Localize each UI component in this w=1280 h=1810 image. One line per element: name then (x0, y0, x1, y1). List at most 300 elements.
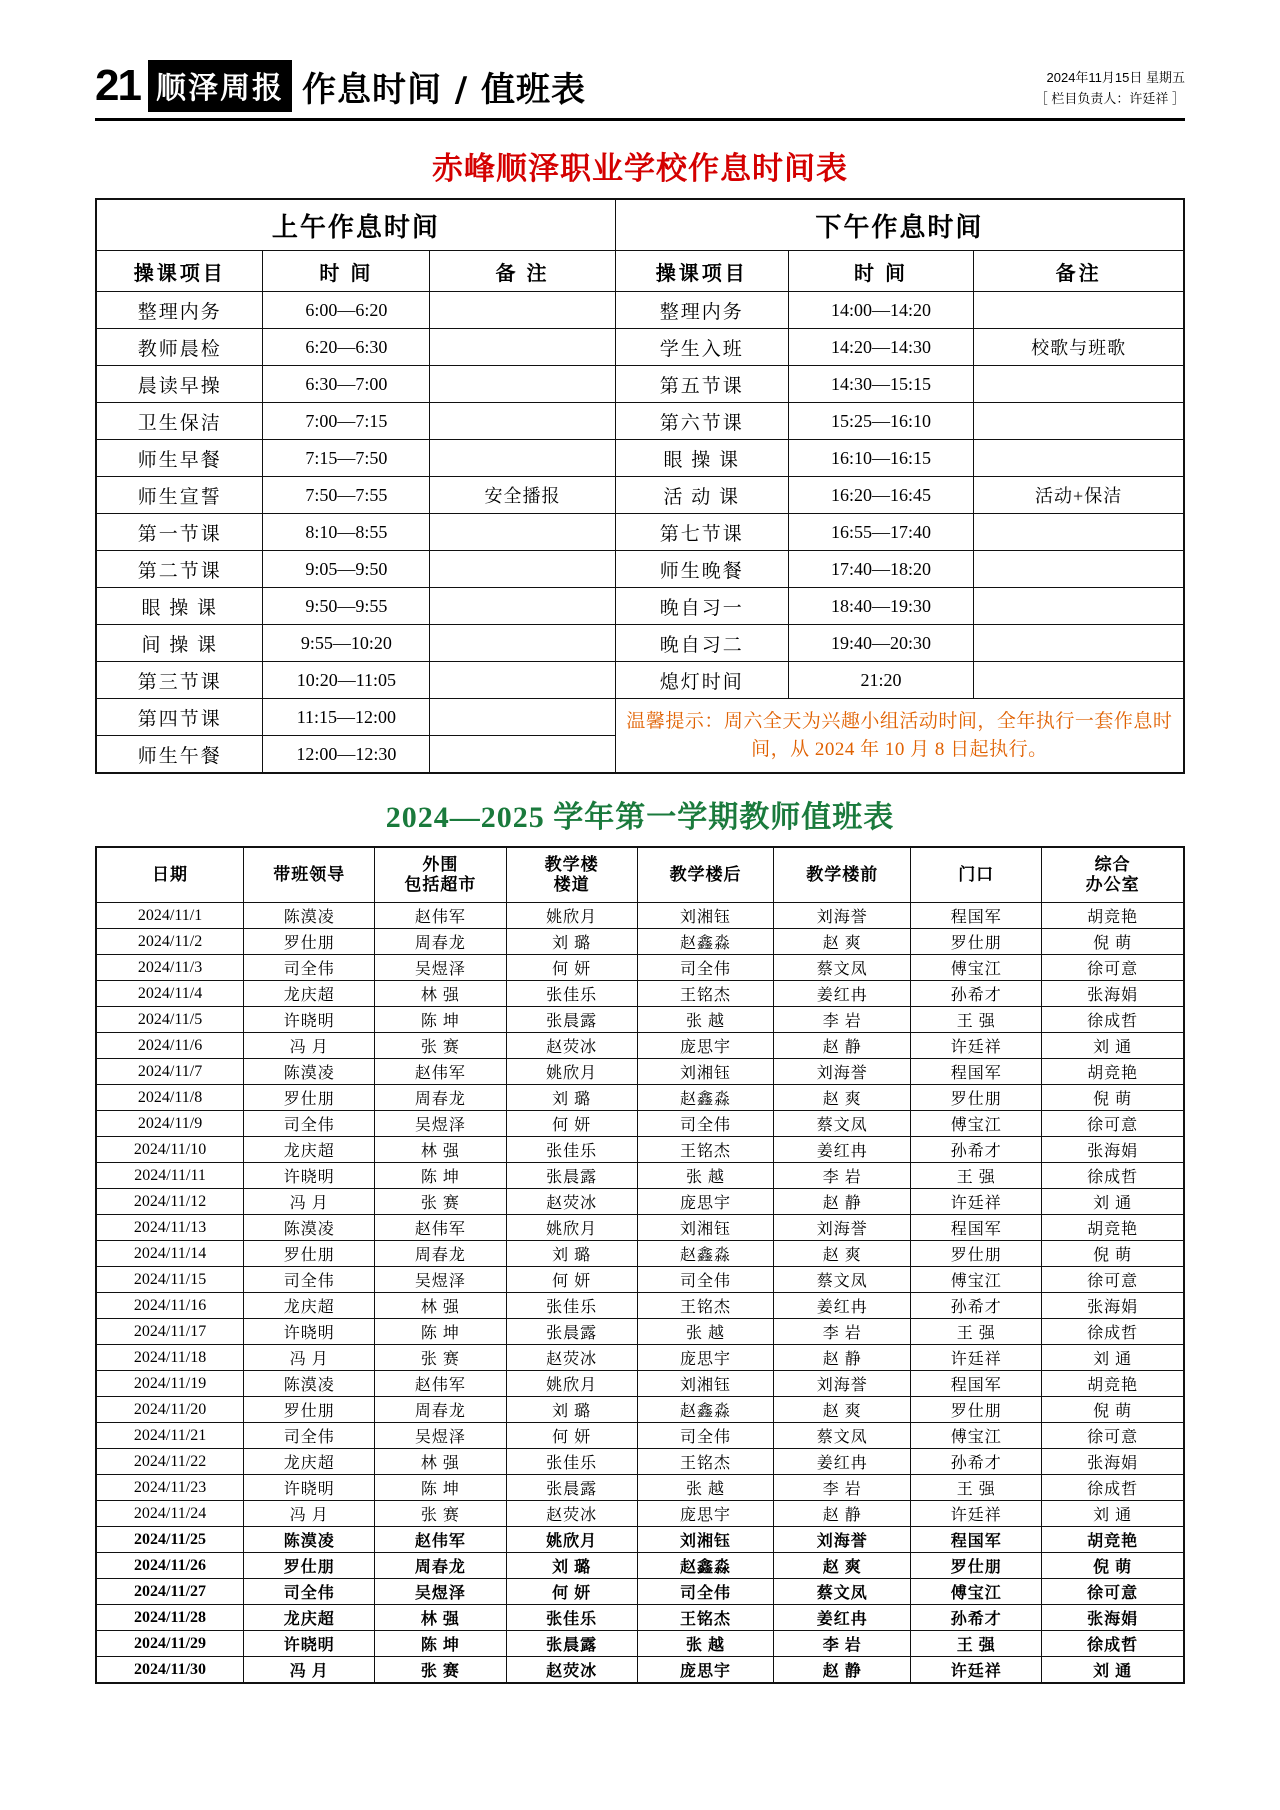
duty-cell: 赵 爽 (774, 1241, 911, 1267)
duty-date: 2024/11/30 (96, 1657, 244, 1684)
duty-cell: 周春龙 (375, 1553, 506, 1579)
schedule-am-note (430, 699, 615, 736)
duty-row (96, 1371, 1184, 1397)
duty-cell: 龙庆超 (244, 1293, 375, 1319)
schedule-am-note (430, 662, 615, 699)
schedule-am-item: 师生早餐 (96, 440, 263, 477)
duty-cell: 赵伟军 (375, 1527, 506, 1553)
duty-cell: 傅宝江 (911, 1111, 1042, 1137)
duty-cell: 许晓明 (244, 1475, 375, 1501)
schedule-row (96, 403, 1184, 440)
duty-date: 2024/11/29 (96, 1631, 244, 1657)
duty-cell: 许晓明 (244, 1319, 375, 1345)
duty-cell: 赵 爽 (774, 1553, 911, 1579)
schedule-am-note (430, 366, 615, 403)
duty-cell: 张 赛 (375, 1189, 506, 1215)
duty-cell: 张佳乐 (506, 1137, 637, 1163)
duty-cell: 冯 月 (244, 1033, 375, 1059)
schedule-pm-item: 晚自习一 (615, 588, 788, 625)
duty-row (96, 1657, 1184, 1684)
duty-cell: 刘 通 (1042, 1033, 1184, 1059)
duty-cell: 刘海誉 (774, 1059, 911, 1085)
duty-cell: 吴煜泽 (375, 1423, 506, 1449)
schedule-pm-item: 第五节课 (615, 366, 788, 403)
duty-cell: 孙希才 (911, 1605, 1042, 1631)
duty-cell: 许廷祥 (911, 1345, 1042, 1371)
schedule-am-time: 9:05—9:50 (263, 551, 430, 588)
schedule-row (96, 551, 1184, 588)
schedule-pm-item: 第七节课 (615, 514, 788, 551)
duty-col-header-5: 教学楼前 (774, 847, 911, 903)
duty-row (96, 981, 1184, 1007)
duty-cell: 龙庆超 (244, 1605, 375, 1631)
schedule-pm-time: 18:40—19:30 (788, 588, 973, 625)
duty-cell: 刘海誉 (774, 1527, 911, 1553)
schedule-am-time: 11:15—12:00 (263, 699, 430, 736)
duty-date: 2024/11/23 (96, 1475, 244, 1501)
duty-cell: 张 赛 (375, 1345, 506, 1371)
duty-cell: 庞思宇 (637, 1033, 774, 1059)
duty-cell: 赵伟军 (375, 903, 506, 929)
duty-date: 2024/11/7 (96, 1059, 244, 1085)
duty-cell: 张 赛 (375, 1033, 506, 1059)
duty-row (96, 1059, 1184, 1085)
schedule-am-time: 6:30—7:00 (263, 366, 430, 403)
schedule-col-header-4: 时 间 (788, 251, 973, 292)
duty-cell: 何 妍 (506, 955, 637, 981)
schedule-pm-time: 16:55—17:40 (788, 514, 973, 551)
duty-cell: 王 强 (911, 1631, 1042, 1657)
schedule-col-header-3: 操课项目 (615, 251, 788, 292)
duty-cell: 张佳乐 (506, 1449, 637, 1475)
duty-cell: 程国军 (911, 903, 1042, 929)
duty-cell: 刘湘钰 (637, 1527, 774, 1553)
duty-cell: 张海娟 (1042, 981, 1184, 1007)
duty-cell: 赵鑫淼 (637, 1397, 774, 1423)
schedule-am-item: 整理内务 (96, 292, 263, 329)
duty-cell: 吴煜泽 (375, 1579, 506, 1605)
duty-cell: 罗仕朋 (911, 1241, 1042, 1267)
duty-cell: 何 妍 (506, 1267, 637, 1293)
schedule-pm-note (974, 514, 1184, 551)
duty-cell: 张晨露 (506, 1319, 637, 1345)
duty-row (96, 903, 1184, 929)
duty-date: 2024/11/12 (96, 1189, 244, 1215)
duty-cell: 孙希才 (911, 1137, 1042, 1163)
duty-cell: 孙希才 (911, 1449, 1042, 1475)
duty-row (96, 1007, 1184, 1033)
schedule-pm-note (974, 366, 1184, 403)
schedule-am-time: 6:00—6:20 (263, 292, 430, 329)
schedule-pm-note (974, 440, 1184, 477)
schedule-row (96, 514, 1184, 551)
duty-row (96, 1085, 1184, 1111)
duty-cell: 张海娟 (1042, 1137, 1184, 1163)
duty-cell: 何 妍 (506, 1579, 637, 1605)
page-number: 21 (95, 61, 140, 110)
duty-col-header-3: 教学楼 楼道 (506, 847, 637, 903)
duty-cell: 司全伟 (244, 1579, 375, 1605)
duty-cell: 王铭杰 (637, 1137, 774, 1163)
duty-cell: 张晨露 (506, 1163, 637, 1189)
duty-cell: 许廷祥 (911, 1501, 1042, 1527)
duty-cell: 赵伟军 (375, 1059, 506, 1085)
duty-cell: 罗仕朋 (244, 929, 375, 955)
duty-cell: 刘湘钰 (637, 903, 774, 929)
duty-cell: 张晨露 (506, 1007, 637, 1033)
masthead (95, 60, 1185, 121)
schedule-group-pm: 下午作息时间 (615, 199, 1184, 251)
duty-cell: 何 妍 (506, 1111, 637, 1137)
section-editor: ［ 栏目负责人：许廷祥 ］ (1034, 90, 1185, 106)
duty-row (96, 1501, 1184, 1527)
duty-cell: 张 越 (637, 1475, 774, 1501)
duty-date: 2024/11/8 (96, 1085, 244, 1111)
duty-header-row (96, 847, 1184, 903)
duty-cell: 徐可意 (1042, 1579, 1184, 1605)
duty-cell: 庞思宇 (637, 1189, 774, 1215)
duty-cell: 蔡文凤 (774, 1111, 911, 1137)
duty-cell: 倪 萌 (1042, 1241, 1184, 1267)
duty-cell: 刘 璐 (506, 1085, 637, 1111)
duty-cell: 刘 璐 (506, 1241, 637, 1267)
schedule-pm-note (974, 403, 1184, 440)
duty-cell: 司全伟 (244, 955, 375, 981)
duty-cell: 赵鑫淼 (637, 1241, 774, 1267)
schedule-am-time: 9:55—10:20 (263, 625, 430, 662)
duty-col-header-2: 外围 包括超市 (375, 847, 506, 903)
duty-cell: 徐可意 (1042, 955, 1184, 981)
masthead-left (95, 60, 586, 112)
duty-cell: 刘 通 (1042, 1345, 1184, 1371)
schedule-group-am: 上午作息时间 (96, 199, 615, 251)
schedule-pm-time: 16:20—16:45 (788, 477, 973, 514)
schedule-am-item: 师生午餐 (96, 736, 263, 774)
duty-cell: 程国军 (911, 1059, 1042, 1085)
duty-date: 2024/11/13 (96, 1215, 244, 1241)
schedule-am-note (430, 292, 615, 329)
duty-cell: 姜红冉 (774, 1293, 911, 1319)
duty-cell: 张 越 (637, 1163, 774, 1189)
duty-cell: 倪 萌 (1042, 929, 1184, 955)
paper-name: 顺泽周报 (148, 60, 292, 112)
duty-date: 2024/11/1 (96, 903, 244, 929)
duty-row (96, 955, 1184, 981)
duty-row (96, 1319, 1184, 1345)
duty-cell: 罗仕朋 (911, 929, 1042, 955)
duty-cell: 胡竞艳 (1042, 1059, 1184, 1085)
duty-table (95, 846, 1185, 1684)
schedule-pm-item: 活 动 课 (615, 477, 788, 514)
duty-date: 2024/11/20 (96, 1397, 244, 1423)
duty-cell: 赵荧冰 (506, 1657, 637, 1684)
duty-cell: 倪 萌 (1042, 1085, 1184, 1111)
duty-cell: 赵 爽 (774, 1085, 911, 1111)
duty-cell: 孙希才 (911, 1293, 1042, 1319)
duty-cell: 吴煜泽 (375, 1267, 506, 1293)
schedule-pm-note: 活动+保洁 (974, 477, 1184, 514)
duty-col-header-1: 带班领导 (244, 847, 375, 903)
duty-cell: 许晓明 (244, 1007, 375, 1033)
schedule-am-note (430, 625, 615, 662)
schedule-am-item: 第三节课 (96, 662, 263, 699)
schedule-am-time: 7:15—7:50 (263, 440, 430, 477)
duty-row (96, 1293, 1184, 1319)
duty-cell: 林 强 (375, 981, 506, 1007)
duty-cell: 刘海誉 (774, 1371, 911, 1397)
schedule-pm-note: 校歌与班歌 (974, 329, 1184, 366)
duty-cell: 赵荧冰 (506, 1033, 637, 1059)
duty-cell: 张 赛 (375, 1501, 506, 1527)
schedule-title: 赤峰顺泽职业学校作息时间表 (432, 151, 848, 186)
duty-cell: 刘海誉 (774, 1215, 911, 1241)
duty-cell: 姜红冉 (774, 1449, 911, 1475)
duty-cell: 王铭杰 (637, 1449, 774, 1475)
duty-cell: 张 越 (637, 1319, 774, 1345)
duty-cell: 罗仕朋 (911, 1085, 1042, 1111)
schedule-pm-item: 晚自习二 (615, 625, 788, 662)
schedule-am-time: 7:50—7:55 (263, 477, 430, 514)
duty-cell: 陈漠凌 (244, 1371, 375, 1397)
duty-cell: 陈 坤 (375, 1007, 506, 1033)
duty-cell: 罗仕朋 (911, 1553, 1042, 1579)
duty-date: 2024/11/16 (96, 1293, 244, 1319)
schedule-am-item: 第一节课 (96, 514, 263, 551)
schedule-am-note (430, 329, 615, 366)
duty-cell: 蔡文凤 (774, 1423, 911, 1449)
duty-cell: 程国军 (911, 1215, 1042, 1241)
duty-cell: 王铭杰 (637, 1605, 774, 1631)
schedule-am-item: 师生宣誓 (96, 477, 263, 514)
duty-cell: 傅宝江 (911, 955, 1042, 981)
duty-cell: 许晓明 (244, 1631, 375, 1657)
duty-cell: 赵 爽 (774, 929, 911, 955)
duty-cell: 张 越 (637, 1631, 774, 1657)
duty-cell: 孙希才 (911, 981, 1042, 1007)
issue-date: 2024年11月15日 星期五 (1046, 70, 1185, 85)
duty-cell: 姚欣月 (506, 1059, 637, 1085)
duty-cell: 刘湘钰 (637, 1059, 774, 1085)
schedule-pm-time: 14:00—14:20 (788, 292, 973, 329)
duty-cell: 赵 静 (774, 1501, 911, 1527)
schedule-pm-note (974, 292, 1184, 329)
duty-date: 2024/11/21 (96, 1423, 244, 1449)
schedule-row (96, 588, 1184, 625)
duty-cell: 王铭杰 (637, 1293, 774, 1319)
duty-cell: 冯 月 (244, 1501, 375, 1527)
duty-cell: 张佳乐 (506, 1293, 637, 1319)
duty-cell: 徐成哲 (1042, 1475, 1184, 1501)
duty-col-header-4: 教学楼后 (637, 847, 774, 903)
duty-cell: 倪 萌 (1042, 1397, 1184, 1423)
duty-cell: 罗仕朋 (244, 1241, 375, 1267)
schedule-pm-time: 14:30—15:15 (788, 366, 973, 403)
duty-cell: 刘 通 (1042, 1657, 1184, 1684)
duty-cell: 冯 月 (244, 1189, 375, 1215)
duty-cell: 傅宝江 (911, 1267, 1042, 1293)
duty-col-header-6: 门口 (911, 847, 1042, 903)
duty-cell: 庞思宇 (637, 1657, 774, 1684)
schedule-am-item: 眼 操 课 (96, 588, 263, 625)
schedule-pm-item: 眼 操 课 (615, 440, 788, 477)
duty-cell: 司全伟 (637, 1579, 774, 1605)
duty-date: 2024/11/2 (96, 929, 244, 955)
schedule-row (96, 699, 1184, 736)
schedule-am-time: 8:10—8:55 (263, 514, 430, 551)
schedule-col-header-2: 备 注 (430, 251, 615, 292)
duty-row (96, 1397, 1184, 1423)
duty-cell: 傅宝江 (911, 1579, 1042, 1605)
duty-cell: 赵 静 (774, 1189, 911, 1215)
duty-cell: 刘 通 (1042, 1189, 1184, 1215)
duty-cell: 陈漠凌 (244, 903, 375, 929)
schedule-table (95, 198, 1185, 774)
duty-date: 2024/11/27 (96, 1579, 244, 1605)
duty-cell: 王 强 (911, 1163, 1042, 1189)
schedule-am-item: 卫生保洁 (96, 403, 263, 440)
duty-date: 2024/11/15 (96, 1267, 244, 1293)
schedule-col-header-5: 备注 (974, 251, 1184, 292)
schedule-pm-time: 21:20 (788, 662, 973, 699)
duty-cell: 徐可意 (1042, 1111, 1184, 1137)
duty-date: 2024/11/14 (96, 1241, 244, 1267)
duty-cell: 王铭杰 (637, 981, 774, 1007)
duty-row (96, 1423, 1184, 1449)
duty-cell: 冯 月 (244, 1345, 375, 1371)
duty-cell: 赵 静 (774, 1345, 911, 1371)
schedule-am-item: 第二节课 (96, 551, 263, 588)
duty-cell: 罗仕朋 (244, 1397, 375, 1423)
duty-row (96, 1215, 1184, 1241)
duty-cell: 司全伟 (244, 1111, 375, 1137)
duty-cell: 赵鑫淼 (637, 1553, 774, 1579)
schedule-am-item: 晨读早操 (96, 366, 263, 403)
duty-cell: 胡竞艳 (1042, 1371, 1184, 1397)
schedule-pm-item: 第六节课 (615, 403, 788, 440)
schedule-pm-note (974, 662, 1184, 699)
duty-cell: 林 强 (375, 1137, 506, 1163)
duty-cell: 赵荧冰 (506, 1501, 637, 1527)
duty-title: 2024—2025 学年第一学期教师值班表 (385, 801, 895, 834)
duty-cell: 刘 璐 (506, 1553, 637, 1579)
duty-cell: 蔡文凤 (774, 1267, 911, 1293)
duty-date: 2024/11/17 (96, 1319, 244, 1345)
duty-cell: 胡竞艳 (1042, 1527, 1184, 1553)
duty-cell: 王 强 (911, 1319, 1042, 1345)
duty-row (96, 1631, 1184, 1657)
schedule-am-note (430, 514, 615, 551)
duty-col-header-7: 综合 办公室 (1042, 847, 1184, 903)
duty-cell: 周春龙 (375, 1085, 506, 1111)
duty-row (96, 1527, 1184, 1553)
duty-row (96, 1137, 1184, 1163)
schedule-pm-note (974, 625, 1184, 662)
schedule-pm-time: 19:40—20:30 (788, 625, 973, 662)
schedule-am-note: 安全播报 (430, 477, 615, 514)
schedule-am-item: 第四节课 (96, 699, 263, 736)
duty-cell: 罗仕朋 (244, 1553, 375, 1579)
duty-cell: 周春龙 (375, 1241, 506, 1267)
duty-row (96, 1605, 1184, 1631)
schedule-am-note (430, 403, 615, 440)
schedule-row (96, 366, 1184, 403)
duty-cell: 姚欣月 (506, 1371, 637, 1397)
duty-cell: 陈 坤 (375, 1319, 506, 1345)
duty-cell: 林 强 (375, 1293, 506, 1319)
schedule-am-time: 6:20—6:30 (263, 329, 430, 366)
duty-cell: 张海娟 (1042, 1605, 1184, 1631)
duty-cell: 徐可意 (1042, 1267, 1184, 1293)
schedule-group-header-row (96, 199, 1184, 251)
duty-cell: 徐成哲 (1042, 1319, 1184, 1345)
duty-cell: 刘湘钰 (637, 1215, 774, 1241)
duty-cell: 张 赛 (375, 1657, 506, 1684)
duty-cell: 陈漠凌 (244, 1527, 375, 1553)
duty-row (96, 1475, 1184, 1501)
duty-cell: 龙庆超 (244, 1137, 375, 1163)
duty-cell: 冯 月 (244, 1657, 375, 1684)
schedule-pm-note (974, 551, 1184, 588)
schedule-pm-item: 学生入班 (615, 329, 788, 366)
duty-row (96, 1579, 1184, 1605)
duty-row (96, 1189, 1184, 1215)
schedule-row (96, 329, 1184, 366)
duty-cell: 龙庆超 (244, 981, 375, 1007)
duty-cell: 姜红冉 (774, 1137, 911, 1163)
masthead-right (1035, 60, 1185, 110)
duty-cell: 张佳乐 (506, 1605, 637, 1631)
duty-cell: 司全伟 (637, 1111, 774, 1137)
duty-date: 2024/11/25 (96, 1527, 244, 1553)
duty-cell: 姜红冉 (774, 1605, 911, 1631)
duty-cell: 张 越 (637, 1007, 774, 1033)
duty-cell: 周春龙 (375, 1397, 506, 1423)
duty-cell: 罗仕朋 (244, 1085, 375, 1111)
duty-cell: 程国军 (911, 1371, 1042, 1397)
duty-cell: 王 强 (911, 1007, 1042, 1033)
duty-cell: 刘 璐 (506, 929, 637, 955)
schedule-pm-time: 16:10—16:15 (788, 440, 973, 477)
duty-cell: 胡竞艳 (1042, 903, 1184, 929)
duty-date: 2024/11/24 (96, 1501, 244, 1527)
schedule-row (96, 477, 1184, 514)
duty-cell: 胡竞艳 (1042, 1215, 1184, 1241)
schedule-tip: 温馨提示：周六全天为兴趣小组活动时间，全年执行一套作息时间，从 2024 年 10 月 8 日起执行。 (615, 699, 1184, 774)
duty-date: 2024/11/10 (96, 1137, 244, 1163)
duty-cell: 张晨露 (506, 1631, 637, 1657)
duty-row (96, 929, 1184, 955)
duty-cell: 蔡文凤 (774, 1579, 911, 1605)
duty-cell: 蔡文凤 (774, 955, 911, 981)
duty-cell: 李 岩 (774, 1319, 911, 1345)
duty-date: 2024/11/6 (96, 1033, 244, 1059)
schedule-am-note (430, 736, 615, 774)
duty-cell: 傅宝江 (911, 1423, 1042, 1449)
duty-date: 2024/11/9 (96, 1111, 244, 1137)
duty-cell: 姚欣月 (506, 1215, 637, 1241)
duty-row (96, 1111, 1184, 1137)
schedule-am-time: 7:00—7:15 (263, 403, 430, 440)
duty-date: 2024/11/22 (96, 1449, 244, 1475)
duty-date: 2024/11/19 (96, 1371, 244, 1397)
schedule-am-item: 教师晨检 (96, 329, 263, 366)
duty-cell: 李 岩 (774, 1163, 911, 1189)
schedule-am-time: 12:00—12:30 (263, 736, 430, 774)
schedule-col-header-0: 操课项目 (96, 251, 263, 292)
duty-row (96, 1553, 1184, 1579)
schedule-am-note (430, 588, 615, 625)
schedule-pm-item: 整理内务 (615, 292, 788, 329)
